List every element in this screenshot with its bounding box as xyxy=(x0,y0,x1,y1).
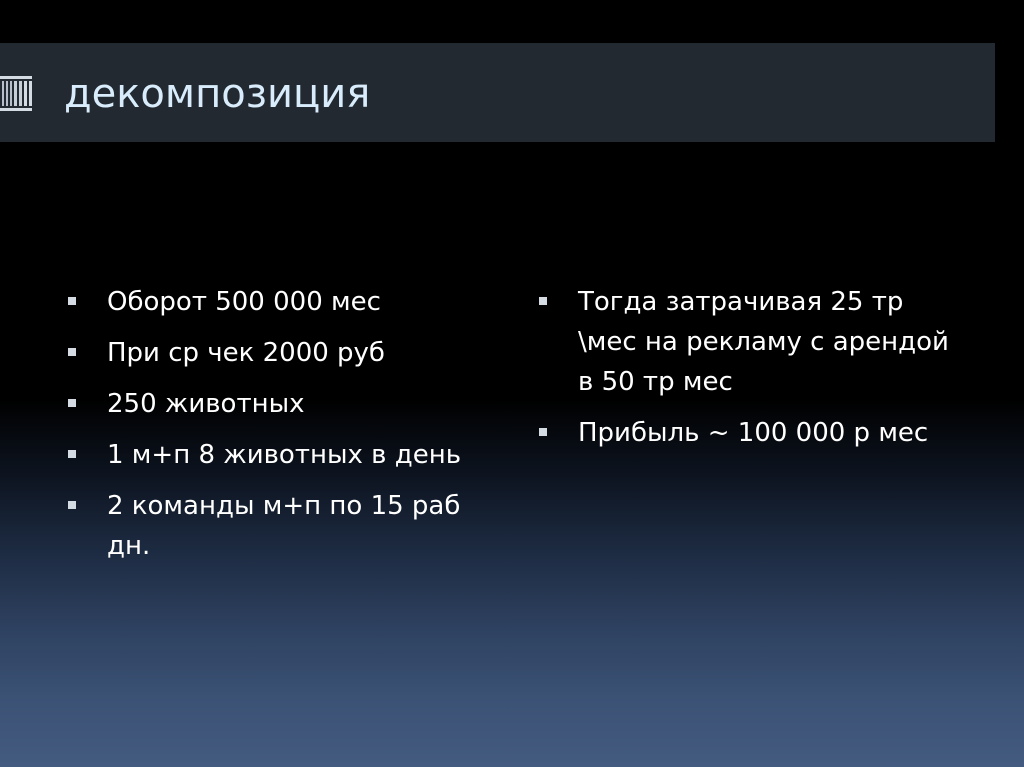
list-item-text: Прибыль ~ 100 000 р мес xyxy=(578,418,929,448)
title-stripes-icon xyxy=(0,76,32,111)
list-item-text: 1 м+п 8 животных в день xyxy=(107,440,462,470)
list-item xyxy=(66,282,486,322)
square-bullet-icon xyxy=(68,501,76,509)
list-item xyxy=(66,384,486,424)
square-bullet-icon xyxy=(539,428,547,436)
left-bullet-list xyxy=(66,282,486,577)
list-item-text: 250 животных xyxy=(107,389,305,419)
list-item-text: При ср чек 2000 руб xyxy=(107,338,385,368)
list-item xyxy=(66,435,486,475)
slide-title: декомпозиция xyxy=(64,71,371,117)
list-item xyxy=(66,333,486,373)
list-item xyxy=(66,486,486,566)
square-bullet-icon xyxy=(68,348,76,356)
list-item-text: 2 команды м+п по 15 раб дн. xyxy=(107,491,461,561)
list-item-text: Тогда затрачивая 25 тр \мес на рекламу с арендой в 50 тр мес xyxy=(578,287,949,397)
list-item xyxy=(537,413,957,453)
square-bullet-icon xyxy=(68,399,76,407)
square-bullet-icon xyxy=(68,297,76,305)
list-item xyxy=(537,282,957,402)
list-item-text: Оборот 500 000 мес xyxy=(107,287,381,317)
square-bullet-icon xyxy=(539,297,547,305)
right-bullet-list xyxy=(537,282,957,464)
square-bullet-icon xyxy=(68,450,76,458)
